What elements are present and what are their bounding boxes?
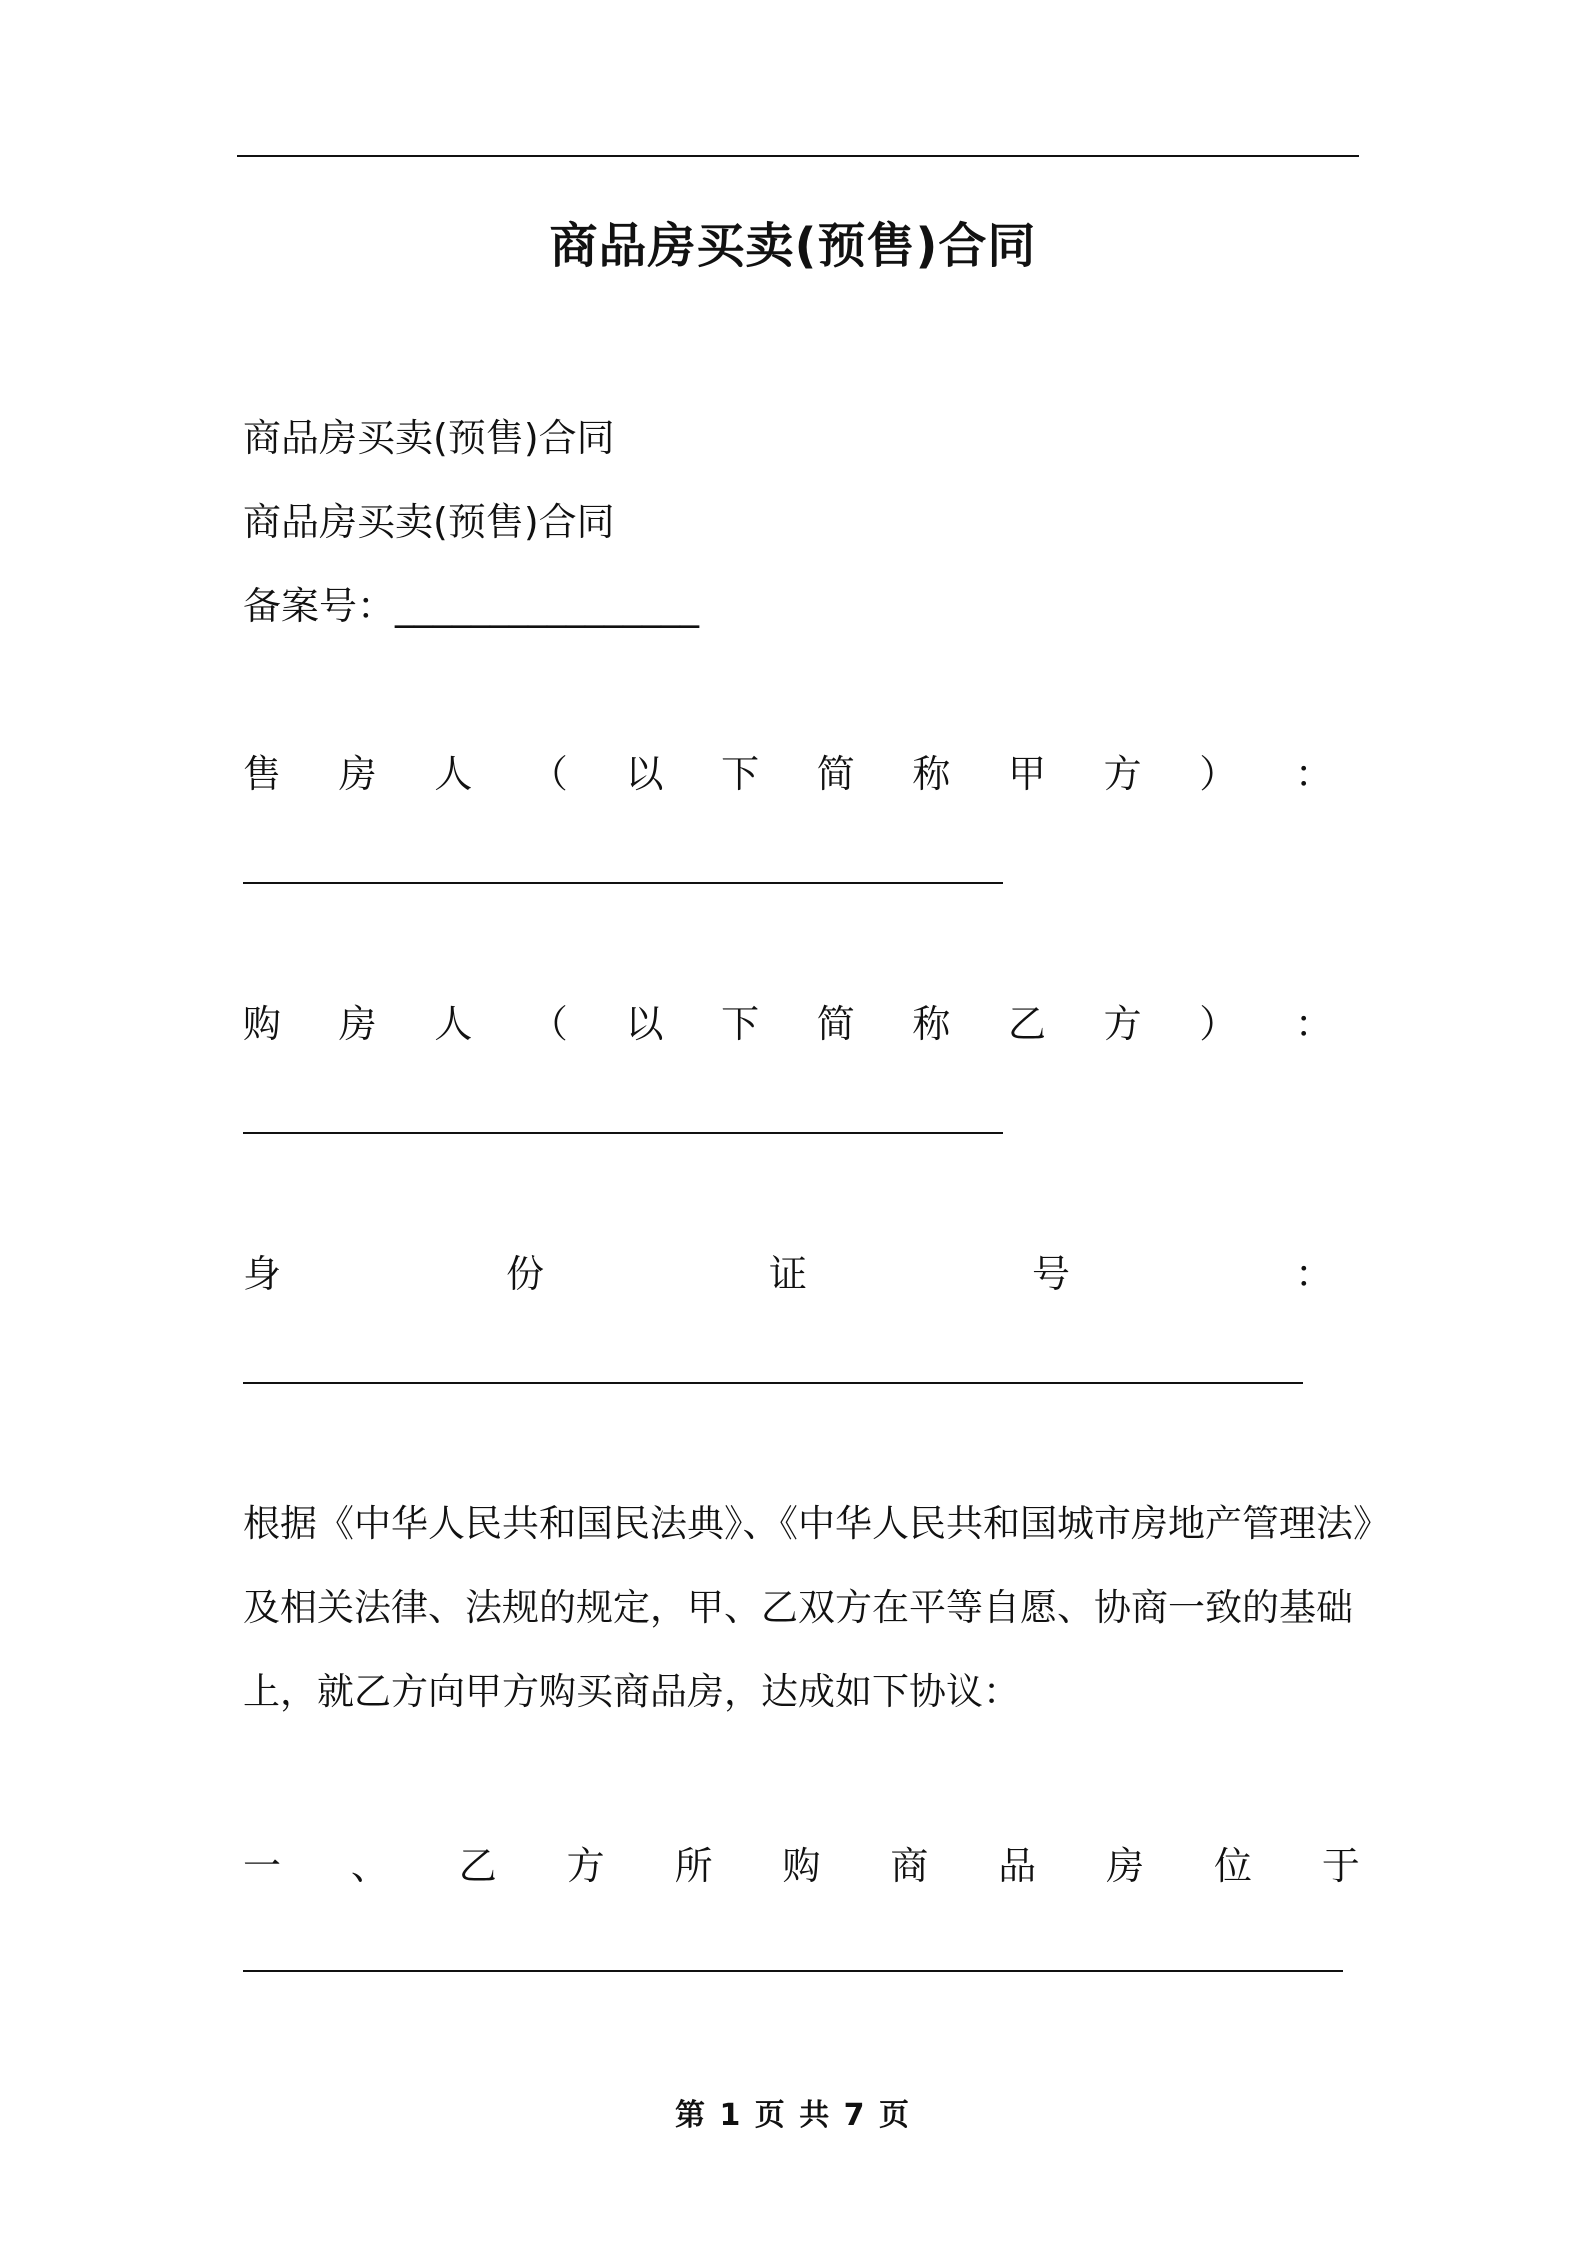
- body-paragraph-line-2: 及相关法律、法规的规定，甲、乙双方在平等自愿、协商一致的基础: [243, 1586, 1353, 1629]
- buyer-char: ：: [1294, 1002, 1333, 1046]
- clause-1-label: [243, 1840, 1360, 1892]
- intro-line-1: 商品房买卖(预售)合同: [243, 416, 615, 460]
- id-char: 身: [243, 1252, 282, 1296]
- id-number-label: [243, 1248, 1333, 1300]
- buyer-char: 简: [816, 1002, 855, 1046]
- buyer-char: 房: [338, 1002, 377, 1046]
- seller-blank-line: [243, 882, 1003, 884]
- buyer-char: 以: [625, 1002, 664, 1046]
- record-number-line: [243, 580, 699, 632]
- clause-char: 商: [890, 1844, 929, 1888]
- clause-char: 乙: [458, 1844, 497, 1888]
- clause-char: 位: [1214, 1844, 1253, 1888]
- buyer-char: 方: [1103, 1002, 1142, 1046]
- buyer-char: （: [529, 1002, 568, 1046]
- seller-char: （: [529, 752, 568, 796]
- intro-line-2: 商品房买卖(预售)合同: [243, 500, 615, 544]
- seller-char: ：: [1294, 752, 1333, 796]
- buyer-char: 人: [434, 1002, 473, 1046]
- record-number-label: 备案号：: [243, 584, 396, 628]
- header-rule: [237, 155, 1359, 157]
- seller-char: ）: [1199, 752, 1238, 796]
- record-number-value: ________________: [395, 584, 700, 628]
- seller-char: 售: [243, 752, 282, 796]
- buyer-char: 购: [243, 1002, 282, 1046]
- body-paragraph-line-3: 上，就乙方向甲方购买商品房，达成如下协议：: [243, 1670, 1020, 1713]
- id-char: 份: [505, 1252, 544, 1296]
- body-paragraph-line-1: 根据《中华人民共和国民法典》、《中华人民共和国城市房地产管理法》: [243, 1502, 1390, 1545]
- clause-char: 一: [243, 1844, 282, 1888]
- page-number: 第 1 页 共 7 页: [675, 2098, 911, 2133]
- buyer-char: 乙: [1008, 1002, 1047, 1046]
- seller-label: [243, 748, 1333, 800]
- id-number-blank-line: [243, 1382, 1303, 1384]
- id-char: ：: [1294, 1252, 1333, 1296]
- buyer-char: 下: [721, 1002, 760, 1046]
- seller-char: 称: [912, 752, 951, 796]
- clause-1-blank-line: [243, 1970, 1343, 1972]
- buyer-label: [243, 998, 1333, 1050]
- document-title: 商品房买卖(预售)合同: [549, 218, 1037, 274]
- clause-char: 品: [998, 1844, 1037, 1888]
- seller-char: 人: [434, 752, 473, 796]
- clause-char: 方: [566, 1844, 605, 1888]
- clause-char: 购: [782, 1844, 821, 1888]
- seller-char: 方: [1103, 752, 1142, 796]
- seller-char: 以: [625, 752, 664, 796]
- clause-char: 于: [1321, 1844, 1360, 1888]
- buyer-char: ）: [1199, 1002, 1238, 1046]
- clause-char: 、: [350, 1844, 389, 1888]
- clause-char: 所: [674, 1844, 713, 1888]
- seller-char: 简: [816, 752, 855, 796]
- id-char: 号: [1031, 1252, 1070, 1296]
- id-char: 证: [768, 1252, 807, 1296]
- seller-char: 房: [338, 752, 377, 796]
- seller-char: 下: [721, 752, 760, 796]
- buyer-blank-line: [243, 1132, 1003, 1134]
- buyer-char: 称: [912, 1002, 951, 1046]
- seller-char: 甲: [1008, 752, 1047, 796]
- clause-char: 房: [1106, 1844, 1145, 1888]
